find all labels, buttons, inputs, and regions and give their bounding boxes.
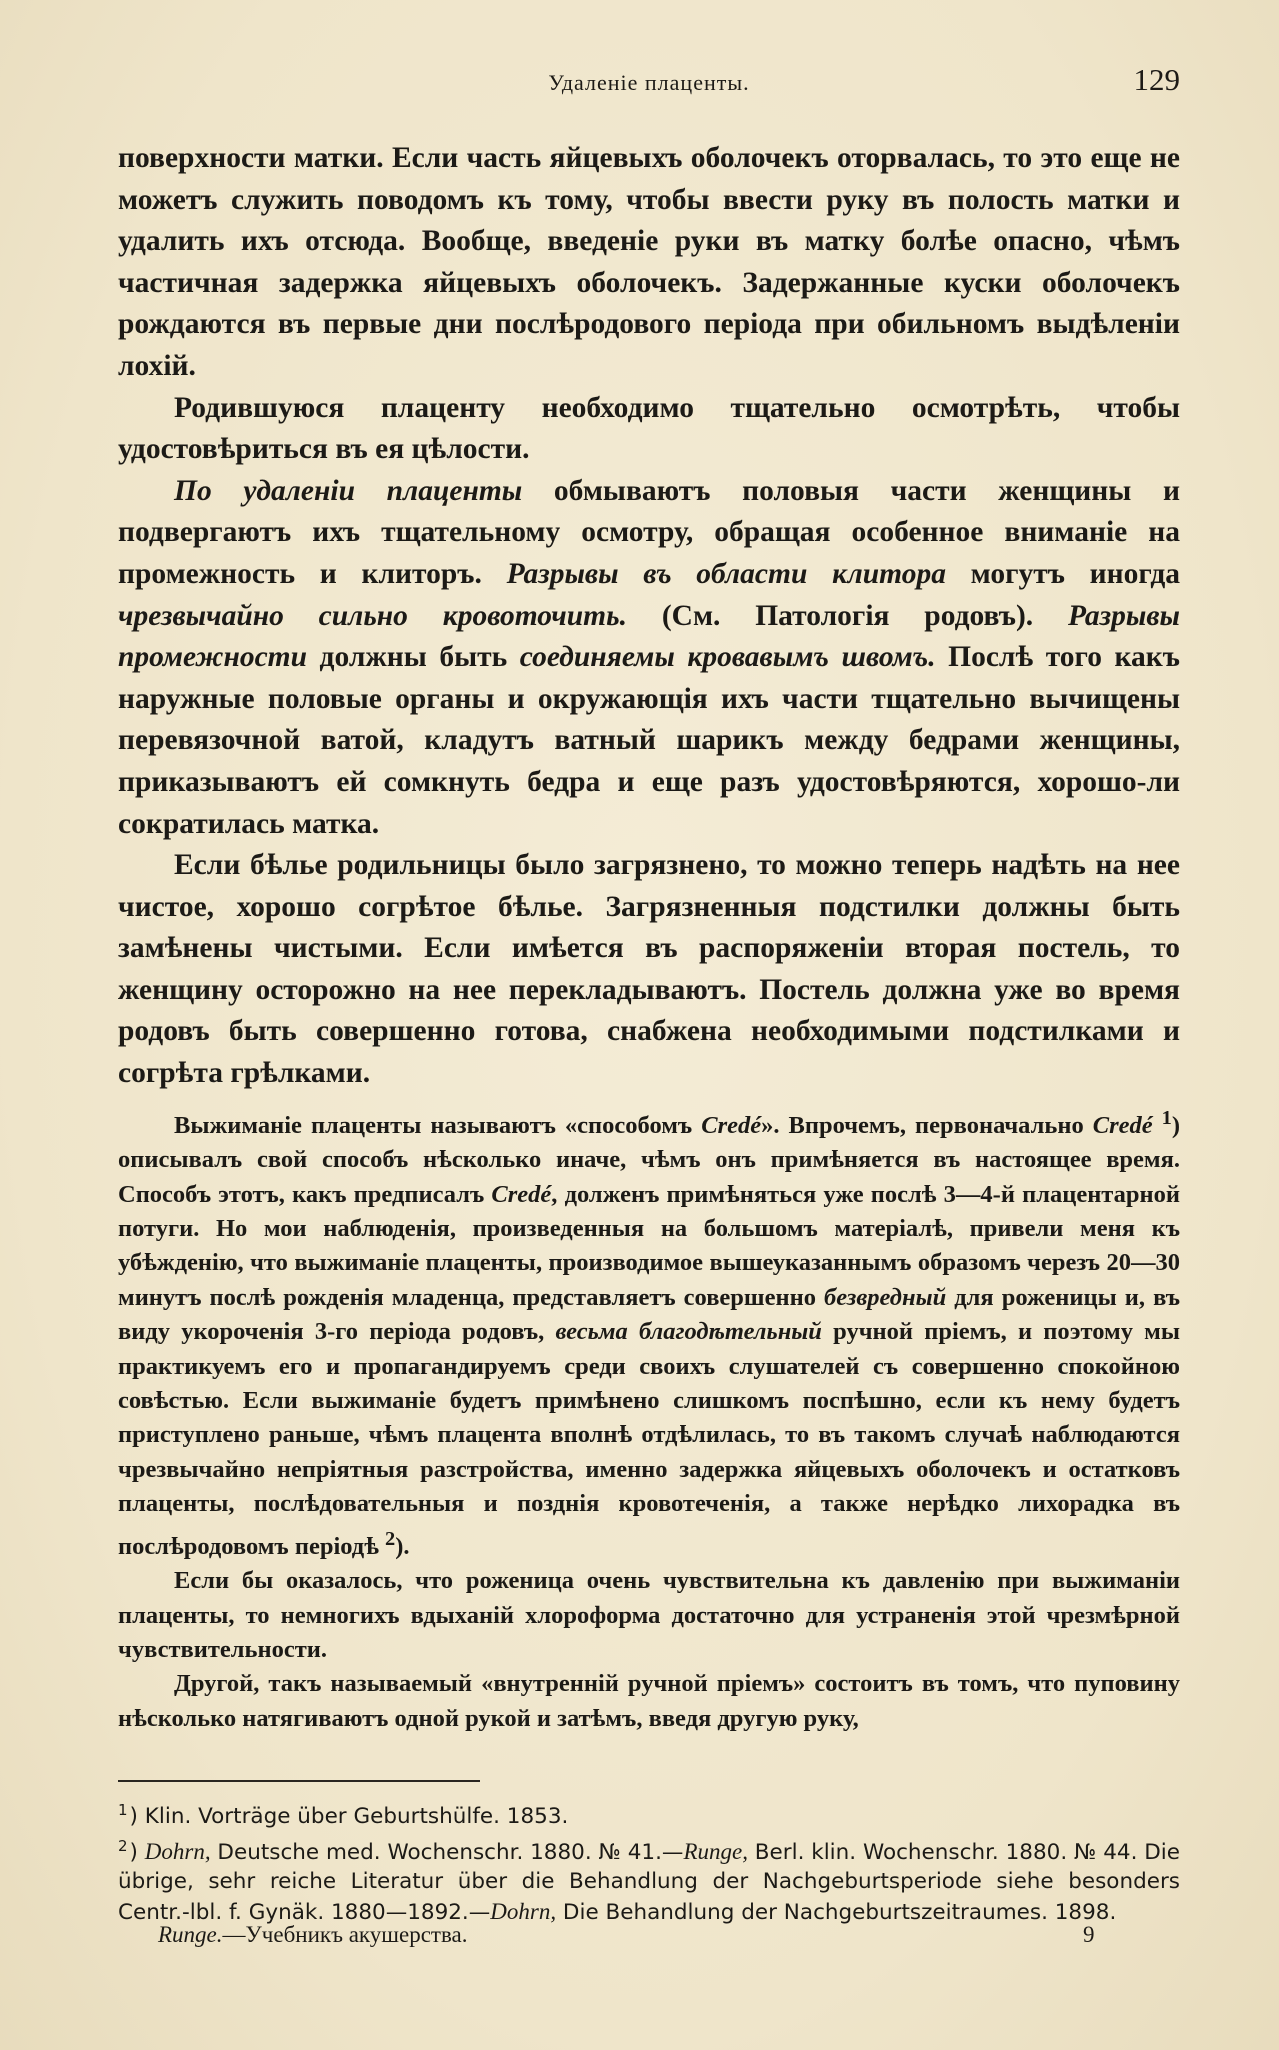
page-footer <box>158 1922 1118 1958</box>
emphasis-text: весьма благодѣтельный <box>555 1318 822 1346</box>
text-run: ручной пріемъ, и поэтому мы практикуемъ его и пропагандируемъ среди своихъ слушателей съ совершенно спокойною совѣстью. Если выжиманіе будетъ примѣнено слишкомъ поспѣшно, если къ нему будетъ приступлено раньше, чѣмъ плацента вполнѣ отдѣлилась, то въ такомъ случаѣ наблюдаются чрезвычайно непріятныя разстройства, именно задержка яйцевыхъ оболочекъ и остатковъ плаценты, послѣдовательныя и позднія кровотеченія, а также нерѣдко лихорадка въ послѣродовомъ періодѣ <box>118 1318 1180 1560</box>
sheet-number: 9 <box>1083 1922 1095 1947</box>
footnote-text: Deutsche med. Wochenschr. 1880. № 41.— <box>210 1839 684 1865</box>
footer-title: —Учебникъ акушерства. <box>222 1922 468 1947</box>
emphasis-text: чрезвычайно сильно кровоточить. <box>118 599 627 632</box>
signature-line <box>158 1922 467 1948</box>
paragraph-continuation: поверхности матки. Если часть яйцевыхъ оболочекъ оторвалась, то это еще не можетъ служить поводомъ къ тому, чтобы ввести руку въ полость матки и удалить ихъ отсюда. Вообще, введеніе руки въ матку болѣе опасно, чѣмъ частичная задержка яйцевыхъ оболочекъ. Задержанные куски оболочекъ рождаются въ первые дни послѣродового періода при обильномъ выдѣленіи лохій. <box>118 142 1180 382</box>
text-run: ». Впрочемъ, первоначально <box>761 1111 1093 1139</box>
text-run: (См. Патологія родовъ). <box>627 599 1068 632</box>
emphasis-text: Credé <box>1092 1111 1153 1139</box>
text-run: Послѣ того какъ наружные половые органы и окружающія ихъ части тщательно вычищены перевязочной ватой, кладутъ ватный шарикъ между бедрами женщины, приказываютъ ей сомкнуть бедра и еще разъ удостовѣряются, хорошо-ли сократилась матка. <box>118 641 1180 840</box>
page-header <box>118 62 1180 106</box>
footnote-mark: 2 <box>118 1836 128 1855</box>
paragraph-internal-method: Другой, такъ называемый «внутренній ручной пріемъ» состоитъ въ томъ, что пуповину нѣсколько натягиваютъ одной рукой и затѣмъ, введя другую руку, <box>118 1670 1180 1732</box>
text-run: ). <box>395 1532 410 1560</box>
footnote-1 <box>118 1796 1180 1832</box>
text-run: должны быть <box>307 641 520 674</box>
paragraph-linen: Если бѣлье родильницы было загрязнено, то можно теперь надѣть на нее чистое, хорошо согрѣтое бѣлье. Загрязненныя подстилки должны быть замѣнены чистыми. Если имѣется въ распоряженіи вторая постель, то женщину осторожно на нее перекладываютъ. Постель должна уже во время родовъ быть совершенно готова, снабжена необходимыми подстилками и согрѣта грѣлками. <box>118 849 1180 1090</box>
footnote-ref: 1 <box>1161 1106 1172 1129</box>
footnote-ref: 2 <box>385 1527 396 1550</box>
emphasis-text: безвредный <box>824 1283 947 1311</box>
footnote-divider <box>118 1780 480 1782</box>
paragraph-inspect-placenta: Родившуюся плаценту необходимо тщательно осмотрѣть, чтобы удостовѣриться въ ея цѣлости. <box>118 391 1180 466</box>
text-run: Выжиманіе плаценты называютъ «способомъ <box>174 1111 702 1139</box>
footnote-mark: 1 <box>118 1801 128 1819</box>
text-run: могутъ иногда <box>945 557 1180 590</box>
footnote-text: ) Klin. Vorträge über Geburtshülfe. 1853. <box>129 1804 569 1830</box>
paragraph-after-removal <box>118 471 1180 845</box>
text-run: обмываютъ половыя части женщины и подвергаютъ ихъ тщательному осмотру, обращая особенное вниманіе на промежность и клиторъ. <box>118 474 1180 590</box>
emphasis-text: Разрывы промежности <box>118 599 1180 674</box>
text-run: ) описывалъ свой способъ нѣсколько иначе, чѣмъ онъ примѣняется въ настоящее время. Способъ этотъ, какъ предписалъ <box>118 1111 1181 1208</box>
author-name: Dohrn, <box>490 1898 557 1924</box>
paragraph-chloroform: Если бы оказалось, что роженица очень чувствительна къ давленію при выжиманіи плаценты, то немногихъ вдыханій хлороформа достаточно для устраненія этой чрезмѣрной чувствительности. <box>118 1567 1180 1664</box>
footnotes <box>118 1796 1180 1927</box>
page-number: 129 <box>1133 62 1180 97</box>
paragraph-crede-method <box>118 1101 1180 1565</box>
footnote-text: Berl. klin. Wochenschr. 1880. № 44. Die übrige, sehr reiche Literatur über die Behandlung der Nachgeburtsperiode siehe besonders Centr.-lbl. f. Gynäk. 1880—1892.— <box>118 1839 1180 1925</box>
emphasis-text: Credé <box>491 1180 552 1208</box>
emphasis-text: Разрывы въ области клитора <box>506 557 946 590</box>
footnote-text: Die Behandlung der Nachgeburtszeitraumes. 1898. <box>556 1899 1117 1925</box>
footnote-2 <box>118 1832 1180 1928</box>
main-text <box>118 138 1180 1736</box>
emphasis-text: Credé <box>701 1111 762 1139</box>
author-name: Dohrn, <box>144 1838 211 1864</box>
text-run: , долженъ примѣняться уже послѣ 3—4-й плацентарной потуги. Но мои наблюденія, произведенныя на большомъ матеріалѣ, привели меня къ убѣжденію, что выжиманіе плаценты, производимое вышеуказаннымъ образомъ черезъ 20—30 минутъ послѣ рожденія младенца, представляетъ совершенно <box>118 1180 1181 1311</box>
emphasis-text: соединяемы кровавымъ швомъ. <box>519 641 936 674</box>
footer-author: Runge. <box>158 1922 223 1947</box>
running-title: Удаленіе плаценты. <box>548 70 750 95</box>
text-run: для роженицы и, въ виду укороченія 3-го періода родовъ, <box>118 1283 1180 1346</box>
author-name: Runge, <box>683 1838 748 1864</box>
footnote-text: ) <box>129 1839 145 1865</box>
emphasis-text: По удаленіи плаценты <box>174 474 523 507</box>
